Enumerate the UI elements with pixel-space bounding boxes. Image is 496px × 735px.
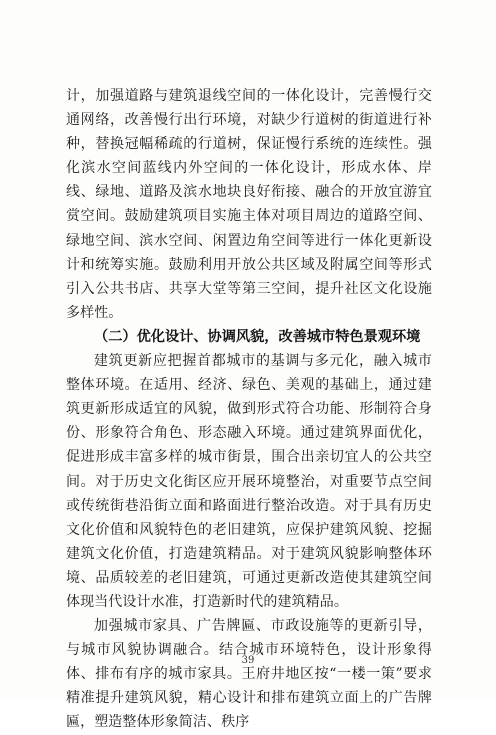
- page-number: 39: [241, 655, 255, 666]
- section-heading: （二）优化设计、协调风貌，改善城市特色景观环境: [94, 328, 421, 345]
- paragraph-architecture-renewal: 建筑更新应把握首都城市的基调与多元化，融入城市整体环境。在适用、经济、绿色、美观的基础上，通过建筑更新形成适宜的风貌，做到形式符合功能、形制符合身份、形象符合角色、形态融入环境。通过建筑界面优化，促进形成丰富多样的城市街景，围合出亲切宜人的公共空间。对于历史文化街区应开展环境整治，对重要节点空间或传统街巷沿街立面和路面进行整治改造。对于具有历史文化价值和风貌特色的老旧建筑，应保护建筑风貌、挖掘建筑文化价值，打造建筑精品。对于建筑风貌影响整体环境、品质较差的老旧建筑，可通过更新改造使其建筑空间体现当代设计水准，打造新时代的建筑精品。: [66, 353, 432, 610]
- paragraph-continued: 计，加强道路与建筑退线空间的一体化设计，完善慢行交通网络，改善慢行出行环境，对缺少行道树的街道进行补种，替换冠幅稀疏的行道树，保证慢行系统的连续性。强化滨水空间蓝线内外空间的一体化设计，形成水体、岸线、绿地、道路及滨水地块良好衔接、融合的开放宜游宜赏空间。鼓励建筑项目实施主体对项目周边的道路空间、绿地空间、滨水空间、闲置边角空间等进行一体化更新设计和统筹实施。鼓励利用开放公共区域及附属空间等形式引入公共书店、共享大堂等第三空间，提升社区文化设施多样性。: [66, 88, 432, 321]
- document-body: [66, 84, 432, 735]
- paragraph-urban-furniture: 加强城市家具、广告牌匾、市政设施等的更新引导，与城市风貌协调融合。结合城市环境特色，设计形象得体、排布有序的城市家具。王府井地区按“一楼一策”要求精准提升建筑风貌，精心设计和排布建筑立面上的广告牌匾，塑造整体形象简洁、秩序: [66, 618, 432, 731]
